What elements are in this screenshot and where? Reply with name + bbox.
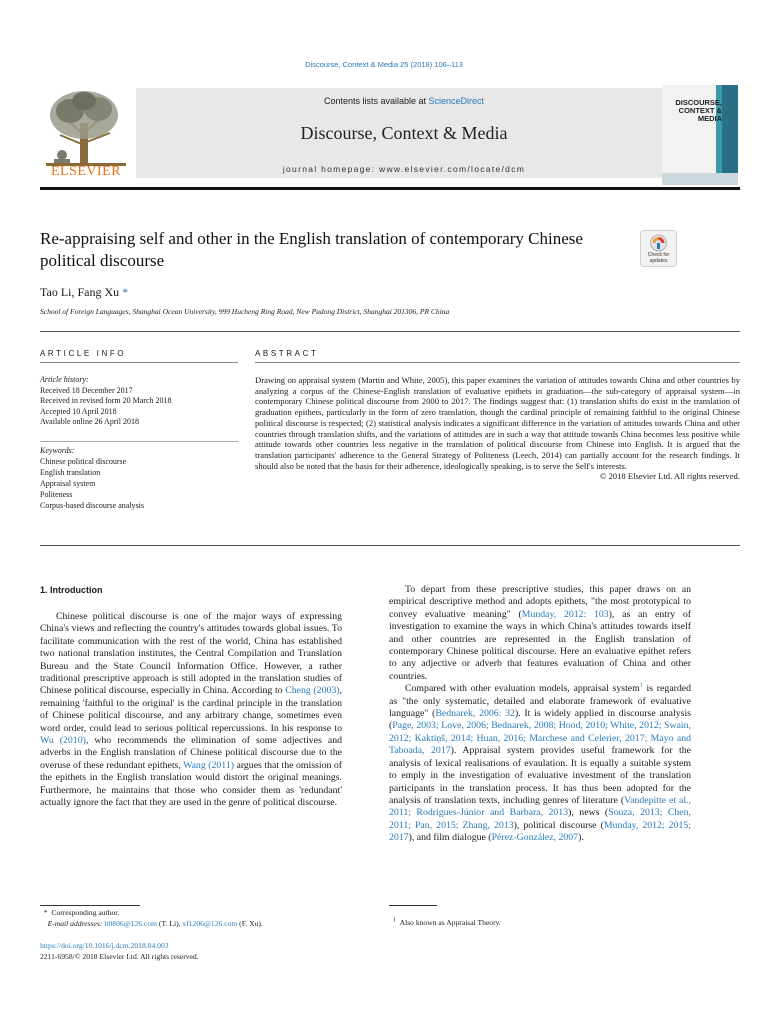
email-line	[40, 918, 350, 929]
keywords-label: Keywords:	[40, 446, 75, 455]
intro-paragraph-1	[40, 611, 342, 810]
elsevier-wordmark: ELSEVIER	[50, 164, 122, 179]
article-info-rule	[40, 362, 238, 363]
citation-link[interactable]: Page, 2003; Love, 2006; Bednarek, 2008; Hood, 2010; White, 2012; Swain, 2012; Kaktiņš, 2014; Huan, 2016; Marchese and Celerier, 2017; Mayo and Taboada, 2017	[389, 720, 691, 757]
text-run: Chinese political discourse is one of the major ways of expressing China's views and reflecting the country's attitudes towards global issues. To facilitate communication with the rest of the world, China has established two national translation institutes, the Central Compilation and Translation Bureau and the State Council Information Office. However, a rather traditional prescriptive approach is still adopted in the translation studies of Chinese political discourse, especially in China. According to	[40, 611, 342, 697]
email-link[interactable]: xf1206@126.com	[182, 919, 238, 928]
abstract-text: Drawing on appraisal system (Martin and White, 2005), this paper examines the variation of attitudes towards China and other countries by analyzing a corpus of the Chinese-English translation of evaluative epithets in graduation—the sub-category of appraisal system—in contemporary Chinese political discourse from 2000 to 2017. The findings suggest that: (1) translation shifts do exist in the translation of graduation epithets, particularly in the form of zero translation, though the cardinal principle of remaining faithful to the original Chinese political discourse is respected; (2) statistical analysis indicates a significant difference in the variation of attitudes towards China and other countries through translation shifts, and the variations of attitudes are in such a way that attitude towards China becomes less positive while attitude towards other countries less negative in the translation of political discourse from Chinese into English. It is argued that the translation participants' adherence to the General Strategy of Politeness (Leech, 2014) can partially account for the research findings. It should also be noted that the basis for their adherence, ideologically speaking, is to serve the Self's interests.	[255, 375, 740, 471]
history-online: Available online 26 April 2018	[40, 417, 139, 426]
contents-prefix: Contents lists available at	[323, 96, 429, 106]
intro-paragraph-2	[389, 584, 691, 683]
footnote-number: 1	[392, 917, 396, 924]
check-for-updates-badge[interactable]	[640, 230, 677, 267]
text-run: ), political discourse (	[513, 819, 604, 831]
journal-cover[interactable]	[662, 85, 738, 185]
doi-block	[40, 940, 199, 962]
citation-link[interactable]: Wang (2011)	[183, 759, 234, 771]
citation-link[interactable]: Pérez-González, 2007	[491, 832, 579, 844]
keyword-item: Corpus-based discourse analysis	[40, 501, 144, 510]
journal-title[interactable]: Discourse, Context & Media	[300, 123, 508, 143]
footnote-rule	[389, 905, 437, 906]
abstract-body	[255, 375, 740, 482]
contents-available	[136, 96, 672, 106]
text-run: ), and film dialogue (	[408, 832, 492, 844]
keyword-item: Politeness	[40, 490, 73, 499]
author-list	[40, 285, 128, 300]
text-run: To depart from these prescriptive studies, this paper draws on an empirical descriptive method and adopts epithets, "the most prototypical to convey evaluative meaning" (	[389, 584, 691, 620]
citation-line[interactable]: Discourse, Context & Media 25 (2018) 106–113	[305, 60, 463, 69]
citation-link[interactable]: Bednarek, 2006: 32	[435, 708, 515, 720]
text-run: ).	[578, 832, 584, 844]
cover-title: DISCOURSE, CONTEXT & MEDIA	[675, 98, 722, 123]
abstract-heading: ABSTRACT	[255, 349, 319, 358]
footnote-ref[interactable]: 1	[639, 682, 643, 689]
column-left	[40, 611, 342, 810]
text-run: is regarded as "the only systematic, detailed and elaborate framework of evaluative language" (	[389, 683, 691, 720]
affiliation: School of Foreign Languages, Shanghai Ocean University, 999 Hucheng Ring Road, New Pudong District, Shanghai 201306, PR China	[40, 307, 450, 316]
text-run: ), news (	[568, 807, 609, 819]
article-history	[40, 375, 240, 428]
section-rule	[40, 545, 740, 546]
history-received: Received 18 December 2017	[40, 385, 133, 395]
text-run: ). Appraisal system provides useful framework for the analysis of lexical realisations of evaulation. It is equally a suitable system to emply in the investigation of evaluative investment of the translation participants in the translation process. It has thus been adopted for the analysis of translation texts, including genres of literature (	[389, 745, 691, 806]
footnote-1	[389, 918, 501, 927]
journal-banner	[136, 88, 672, 178]
corresponding-label: Corresponding author.	[51, 908, 120, 917]
text-run: , remaining 'faithful to the original' is the cardinal principle in the translation of Chinese political discourse, and any arbitrary change, sometimes even word order, could lead to serious political repercussions. In his response to	[40, 685, 342, 734]
text-run: ). It is widely applied in discourse analysis (	[389, 708, 691, 732]
keyword-item: Appraisal system	[40, 479, 96, 488]
email-owner: (T. Li),	[157, 919, 183, 928]
doi-link[interactable]: https://doi.org/10.1016/j.dcm.2018.04.003	[40, 941, 169, 950]
intro-paragraph-3	[389, 683, 691, 844]
history-revised: Received in revised form 20 March 2018	[40, 396, 172, 405]
history-label: Article history:	[40, 375, 89, 384]
article-title: Re-appraising self and other in the English translation of contemporary Chinese political discourse	[40, 229, 583, 270]
journal-header	[40, 85, 738, 185]
corresponding-line	[40, 907, 350, 918]
email-label: E-mail addresses:	[47, 919, 105, 928]
citation-link[interactable]: Cheng (2003)	[285, 685, 340, 697]
citation-link[interactable]: Vandepitte et al., 2011; Rodrigues-Júnior and Barbara, 2013	[389, 794, 691, 819]
issn-line: 2211-6958/© 2018 Elsevier Ltd. All rights reserved.	[40, 952, 199, 961]
text-run: Compared with other evaluation models, appraisal system	[405, 683, 640, 695]
author-names: Tao Li, Fang Xu	[40, 285, 120, 299]
citation-link[interactable]: Souza, 2013; Chen, 2011; Pan, 2015; Zhang, 2013	[389, 807, 691, 831]
column-right	[389, 584, 691, 845]
sciencedirect-link[interactable]: ScienceDirect	[428, 96, 485, 106]
text-run: ), as an entry of investigation to examine the ways in which China's attitudes towards itself and other countries are represented in the English translation of contemporary Chinese political discourse. Here an evaluative epithet refers to any adjective or adverb that features evaluation of China and other countries.	[389, 608, 691, 682]
citation-link[interactable]: Munday, 2012; 2015; 2017	[389, 819, 691, 844]
keywords	[40, 445, 240, 511]
footnote-text: Also known as Appraisal Theory.	[399, 918, 501, 927]
abstract-copyright: © 2018 Elsevier Ltd. All rights reserved.	[599, 471, 740, 482]
history-accepted: Accepted 10 April 2018	[40, 406, 117, 416]
header-rule	[40, 187, 740, 190]
keywords-rule	[40, 441, 238, 442]
text-run: argues that the omission of the epithets in the English translation would distort the original meanings. Furthermore, he maintains that those who consider them as 'redundant' actually ignore the fact that they are used in the genre of political discourse.	[40, 759, 343, 809]
journal-homepage[interactable]: journal homepage: www.elsevier.com/locate/dcm	[282, 164, 526, 174]
introduction-heading: 1. Introduction	[40, 585, 103, 595]
footnote-star: *	[43, 908, 48, 917]
keyword-item: English translation	[40, 468, 101, 477]
check-updates-label: Check for updates	[647, 252, 670, 264]
email-link[interactable]: lt0806@126.com	[104, 919, 158, 928]
corresponding-footnote	[40, 907, 350, 929]
abstract-rule	[255, 362, 740, 363]
footnote-rule	[40, 905, 140, 906]
text-run: , who recommends the elimination of some adjectives and adverbs in the English translation of Chinese political discourse due to the overuse of these redundant epithets,	[40, 735, 342, 771]
article-info-heading: ARTICLE INFO	[40, 349, 127, 358]
citation-link[interactable]: Munday, 2012: 103	[521, 608, 609, 620]
corresponding-author-mark[interactable]: *	[122, 285, 129, 299]
keyword-item: Chinese political discourse	[40, 457, 127, 466]
citation-link[interactable]: Wu (2010)	[40, 735, 86, 747]
email-owner: (F. Xu).	[237, 919, 263, 928]
section-rule	[40, 331, 740, 332]
elsevier-logo[interactable]	[40, 85, 132, 185]
